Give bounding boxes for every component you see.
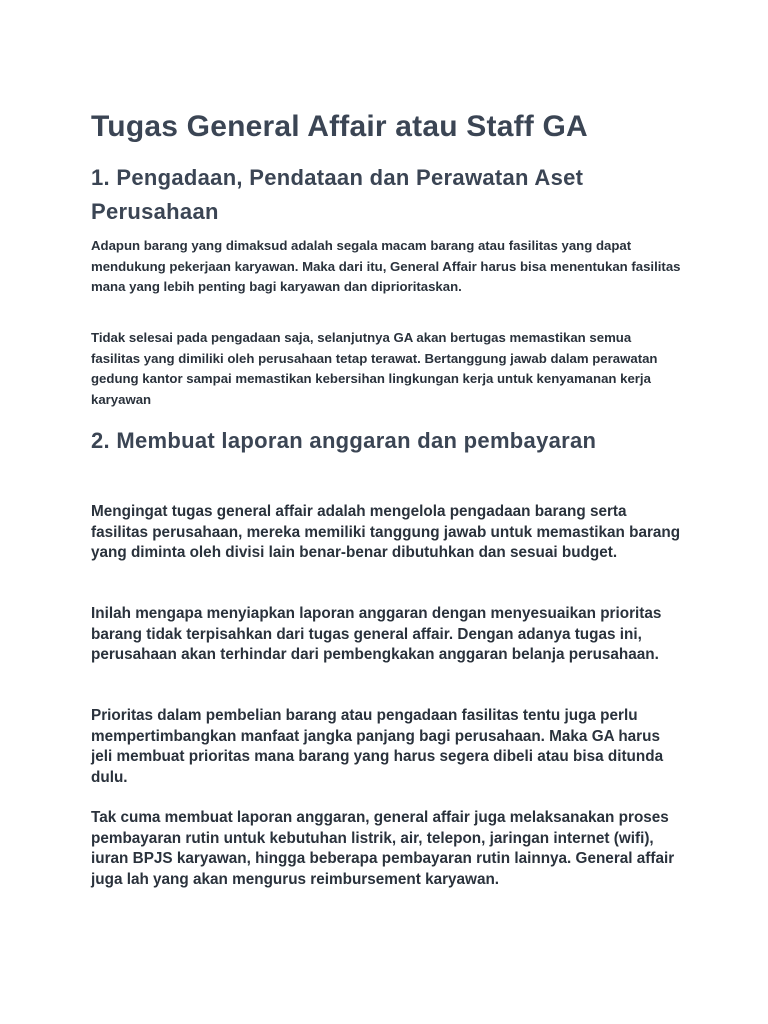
section-2-paragraph-2: Inilah mengapa menyiapkan laporan anggaran dengan menyesuaikan prioritas barang tidak terpisahkan dari tugas general affair. Dengan adanya tugas ini, perusahaan akan terhindar dari pembengkakan anggaran belanja perusahaan. — [91, 605, 662, 663]
section-heading-1: 1. Pengadaan, Pendataan dan Perawatan Aset Perusahaan — [91, 165, 584, 224]
section-2-paragraph-4: Tak cuma membuat laporan anggaran, general affair juga melaksanakan proses pembayaran rutin untuk kebutuhan listrik, air, telepon, jaringan internet (wifi), iuran BPJS karyawan, hingga beberapa pembayaran rutin lainnya. General affair juga lah yang akan mengurus reimbursement karyawan. — [91, 809, 675, 888]
section-heading-2: 2. Membuat laporan anggaran dan pembayaran — [91, 428, 597, 453]
section-2-paragraph-1: Mengingat tugas general affair adalah mengelola pengadaan barang serta fasilitas perusahaan, mereka memiliki tanggung jawab untuk memastikan barang yang diminta oleh divisi lain benar-benar dibutuhkan dan sesuai budget. — [91, 503, 681, 561]
section-2-paragraph-3: Prioritas dalam pembelian barang atau pengadaan fasilitas tentu juga perlu mempertimbangkan manfaat jangka panjang bagi perusahaan. Maka GA harus jeli membuat prioritas mana barang yang harus segera dibeli atau bisa ditunda dulu. — [91, 707, 664, 786]
section-1-paragraph-2: Tidak selesai pada pengadaan saja, selanjutnya GA akan bertugas memastikan semua fasilitas yang dimiliki oleh perusahaan tetap terawat. Bertanggung jawab dalam perawatan gedung kantor sampai memastikan kebersihan lingkungan kerja untuk kenyamanan kerja karyawan — [91, 330, 658, 408]
section-1-paragraph-1: Adapun barang yang dimaksud adalah segala macam barang atau fasilitas yang dapat mendukung pekerjaan karyawan. Maka dari itu, General Affair harus bisa menentukan fasilitas mana yang lebih penting bagi karyawan dan diprioritaskan. — [91, 238, 681, 295]
document-title: Tugas General Affair atau Staff GA — [91, 110, 588, 143]
